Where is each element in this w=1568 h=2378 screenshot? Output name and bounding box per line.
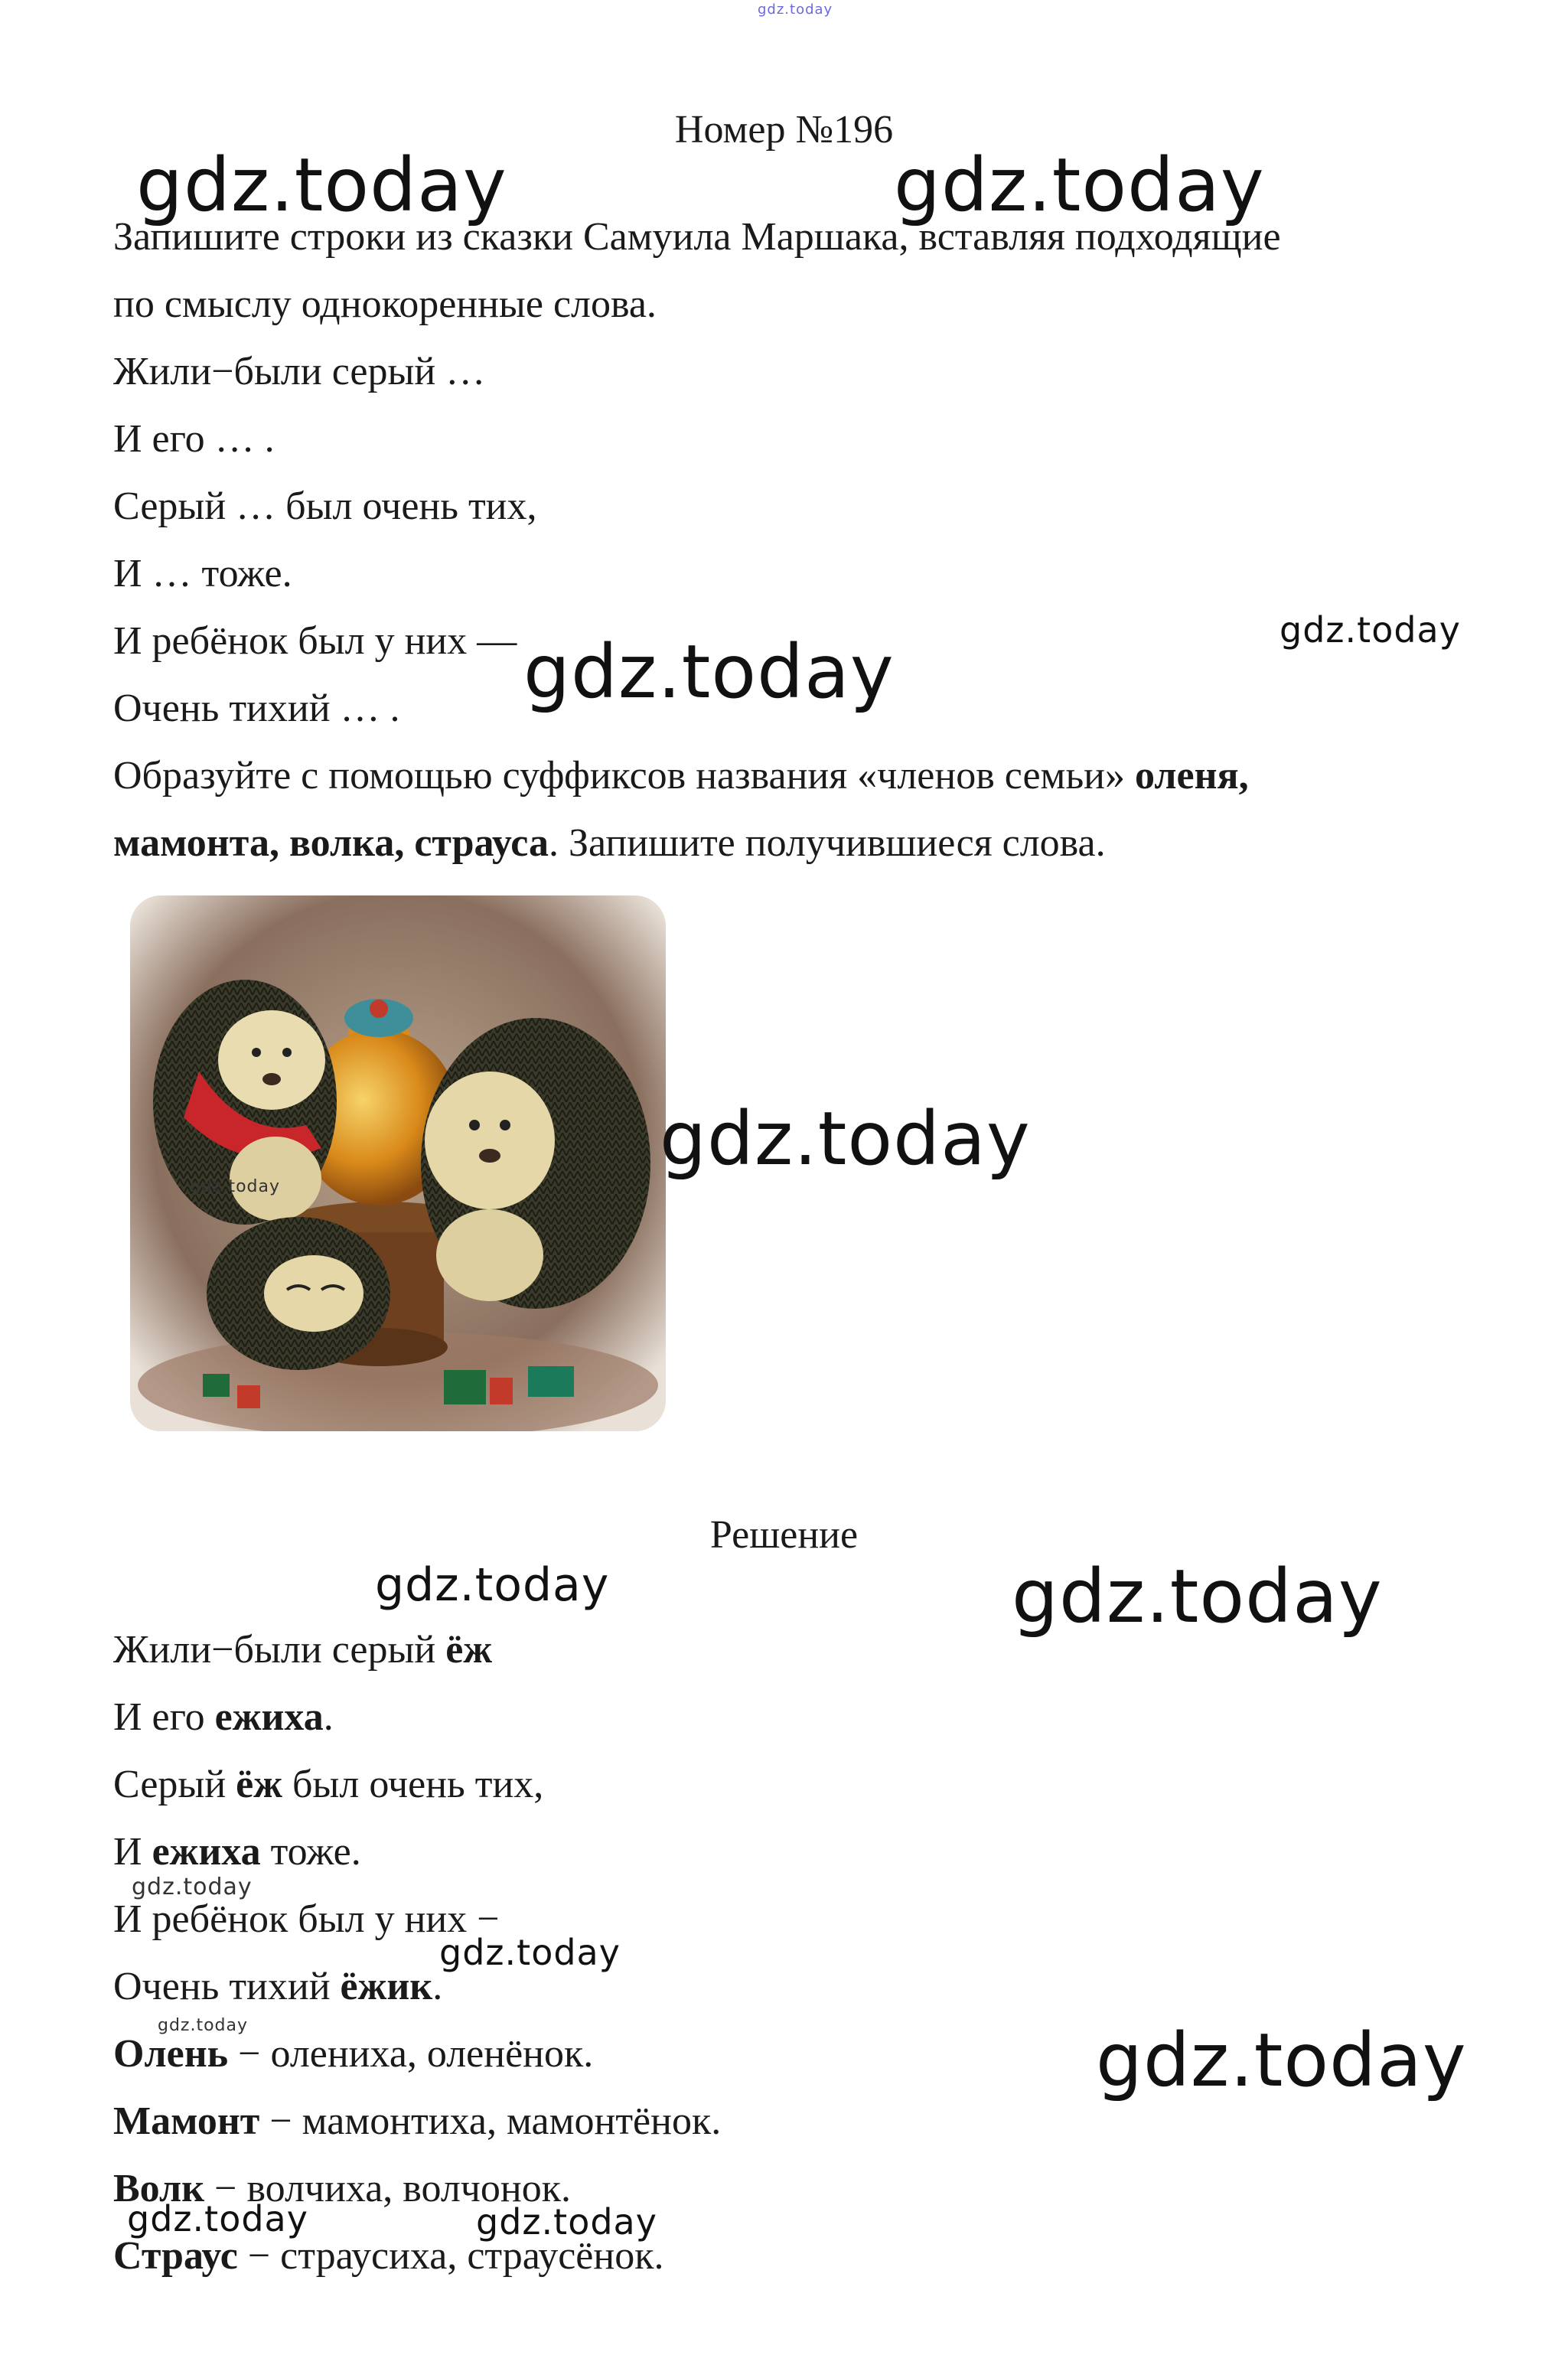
poem-line: И ребёнок был у них —	[113, 619, 517, 663]
solution-line: И его ежиха.	[113, 1695, 334, 1739]
family-line: Волк − волчиха, волчонок.	[113, 2167, 572, 2210]
solution-heading: Решение	[709, 1513, 859, 1557]
task-intro-line-2: по смыслу однокоренные слова.	[113, 282, 657, 326]
watermark-top: gdz.today	[758, 2, 833, 18]
task-second-line-1: Образуйте с помощью суффиксов названия «членов семьи» оленя,	[113, 754, 1249, 798]
solution-line: Серый ёж был очень тих,	[113, 1763, 544, 1806]
hedgehog-family-illustration	[130, 895, 666, 1431]
poem-line: И … тоже.	[113, 552, 292, 595]
family-line: Олень − олениха, оленёнок.	[113, 2032, 594, 2076]
watermark-picture: gdz.today	[190, 1177, 281, 1196]
watermark: gdz.today	[158, 2016, 249, 2035]
watermark: gdz.today	[660, 1096, 1031, 1182]
poem-line: Серый … был очень тих,	[113, 484, 537, 528]
poem-line: Очень тихий … .	[113, 687, 400, 730]
watermark: gdz.today	[476, 2201, 657, 2243]
watermark: gdz.today	[894, 142, 1265, 228]
family-line: Мамонт − мамонтиха, мамонтёнок.	[113, 2099, 722, 2143]
task-intro-line-1: Запишите строки из сказки Самуила Маршака, вставляя подходящие	[113, 215, 1281, 259]
poem-line: И его … .	[113, 417, 275, 461]
task-second-line-2: мамонта, волка, страуса. Запишите получившиеся слова.	[113, 821, 1106, 865]
solution-line: Жили−были серый ёж	[113, 1628, 493, 1672]
watermark: gdz.today	[136, 142, 507, 228]
solution-line: Очень тихий ёжик.	[113, 1965, 443, 2008]
watermark: gdz.today	[1012, 1554, 1383, 1639]
watermark: gdz.today	[1096, 2018, 1467, 2103]
solution-line: И ежиха тоже.	[113, 1830, 361, 1874]
watermark: gdz.today	[375, 1558, 610, 1612]
poem-line: Жили−были серый …	[113, 350, 486, 393]
watermark: gdz.today	[523, 629, 895, 715]
watermark: gdz.today	[132, 1874, 253, 1900]
solution-line: И ребёнок был у них −	[113, 1897, 500, 1941]
watermark: gdz.today	[127, 2198, 308, 2239]
watermark: gdz.today	[1280, 609, 1461, 651]
watermark: gdz.today	[439, 1932, 621, 1973]
page-title: Номер №196	[674, 108, 894, 152]
family-line: Страус − страусиха, страусёнок.	[113, 2234, 664, 2278]
